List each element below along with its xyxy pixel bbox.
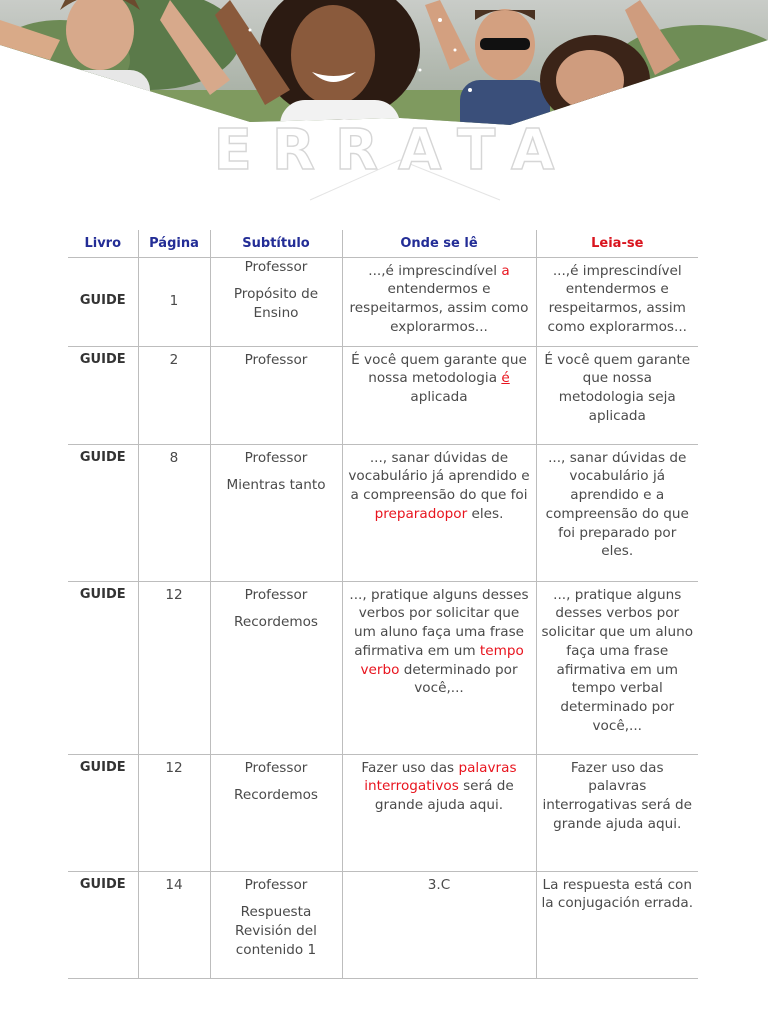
cell-subtitulo — [210, 346, 342, 444]
cell-onde-se-le — [342, 346, 536, 444]
cell-leia-se: ..., sanar dúvidas de vocabulário já aprendido e a compreensão do que foi preparado por eles. — [536, 444, 698, 581]
cell-leia-se: La respuesta está con la conjugación errada. — [536, 871, 698, 978]
column-header-livro: Livro — [68, 230, 138, 257]
cell-onde-se-le — [342, 581, 536, 754]
cell-subtitulo — [210, 444, 342, 581]
cell-onde-se-le — [342, 444, 536, 581]
cell-leia-se: É você quem garante que nossa metodologia seja aplicada — [536, 346, 698, 444]
subtitulo-main: Professor — [244, 759, 308, 776]
column-header-leia-se: Leia-se — [536, 230, 698, 257]
onde-text: ...,é imprescindível — [368, 262, 502, 279]
cell-pagina: 8 — [138, 444, 210, 581]
subtitulo-secondary: Recordemos — [234, 787, 318, 804]
cell-leia-se: Fazer uso das palavras interrogativas será de grande ajuda aqui. — [536, 754, 698, 871]
table-row — [68, 581, 698, 754]
subtitulo-main: Professor — [244, 586, 308, 603]
subtitulo-secondary: Recordemos — [234, 614, 318, 631]
table-row — [68, 754, 698, 871]
table-row — [68, 444, 698, 581]
onde-text: 3.C — [427, 876, 451, 893]
onde-error-highlight: é — [501, 370, 510, 387]
subtitulo-main: Professor — [244, 449, 308, 466]
subtitulo-secondary: Propósito de Ensino — [233, 286, 319, 322]
onde-text: ..., pratique alguns desses verbos por solicitar que um aluno faça uma frase afirmativa em um — [349, 586, 529, 659]
cell-livro: GUIDE — [68, 257, 138, 346]
cell-onde-se-le — [342, 257, 536, 346]
cell-livro: GUIDE — [68, 871, 138, 978]
cell-leia-se: ..., pratique alguns desses verbos por solicitar que um aluno faça uma frase afirmativa em um tempo verbal determinado por você,... — [536, 581, 698, 754]
onde-error-highlight: palavras interrogativos — [364, 759, 517, 795]
subtitulo-secondary: Respuesta Revisión del contenido 1 — [235, 904, 317, 958]
table-row — [68, 346, 698, 444]
page-title: ERRATA — [213, 118, 575, 183]
column-header-subtitulo: Subtítulo — [210, 230, 342, 257]
cell-pagina: 14 — [138, 871, 210, 978]
onde-error-highlight: tempo verbo — [360, 642, 524, 678]
cell-subtitulo — [210, 754, 342, 871]
onde-text: É você quem garante que nossa metodologia — [351, 351, 527, 387]
onde-text: ..., sanar dúvidas de vocabulário já aprendido e a compreensão do que foi — [348, 449, 530, 504]
errata-table — [68, 230, 698, 979]
cell-livro: GUIDE — [68, 444, 138, 581]
cell-pagina: 1 — [138, 257, 210, 346]
cell-onde-se-le — [342, 754, 536, 871]
cell-livro: GUIDE — [68, 581, 138, 754]
onde-error-highlight: a — [501, 262, 510, 279]
column-header-onde-se-le: Onde se lê — [342, 230, 536, 257]
table-row — [68, 871, 698, 978]
cell-subtitulo — [210, 257, 342, 346]
subtitulo-main: Professor — [244, 876, 308, 893]
onde-text: eles. — [467, 505, 504, 522]
onde-text: Fazer uso das — [361, 759, 459, 776]
onde-text: será de grande ajuda aqui. — [374, 778, 514, 814]
onde-text: aplicada — [410, 389, 468, 406]
column-header-pagina: Página — [138, 230, 210, 257]
cell-subtitulo — [210, 581, 342, 754]
subtitulo-main: Professor — [244, 351, 308, 368]
cell-pagina: 2 — [138, 346, 210, 444]
cell-subtitulo — [210, 871, 342, 978]
subtitulo-secondary: Mientras tanto — [226, 477, 326, 494]
table-row — [68, 257, 698, 346]
cell-onde-se-le — [342, 871, 536, 978]
cell-leia-se: ...,é imprescindível entendermos e respeitarmos, assim como explorarmos... — [536, 257, 698, 346]
cell-livro: GUIDE — [68, 346, 138, 444]
cell-livro: GUIDE — [68, 754, 138, 871]
table-header-row — [68, 230, 698, 257]
onde-error-highlight: preparadopor — [374, 505, 468, 522]
cell-pagina: 12 — [138, 754, 210, 871]
cell-pagina: 12 — [138, 581, 210, 754]
onde-text: entendermos e respeitarmos, assim como explorarmos... — [349, 281, 529, 335]
subtitulo-main: Professor — [244, 258, 308, 275]
onde-text: determinado por você,... — [399, 661, 518, 697]
